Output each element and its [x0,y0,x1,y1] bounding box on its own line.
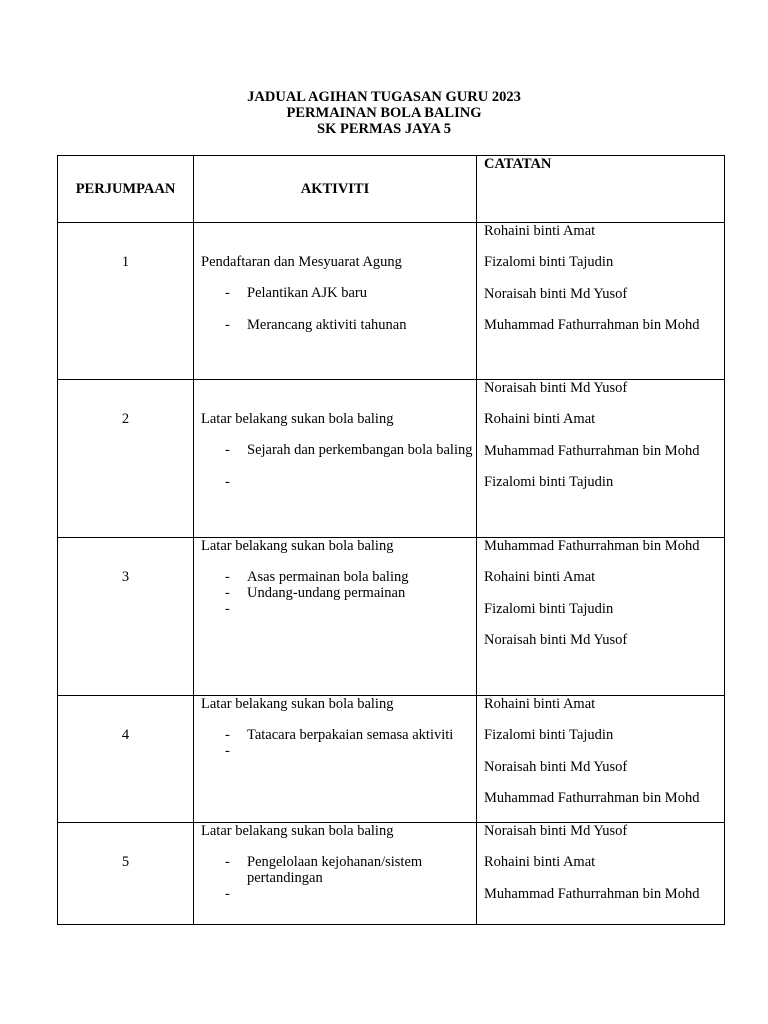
activity-item: - Sejarah dan perkembangan bola baling [201,442,476,458]
table-row [58,696,725,823]
activity-title: Latar belakang sukan bola baling [201,538,394,554]
activity-item: - Pelantikan AJK baru [201,285,476,301]
header-perjumpaan: PERJUMPAAN [58,156,194,223]
activity-title: Latar belakang sukan bola baling [201,411,394,427]
teacher-name: Rohaini binti Amat [484,411,596,428]
teacher-name: Rohaini binti Amat [484,223,596,239]
activity-cell [194,223,477,380]
meeting-number-cell [58,223,194,380]
activity-item: - Undang-undang permainan [201,585,476,601]
teacher-name: Muhammad Fathurrahman bin Mohd [484,442,700,459]
activity-item: - Pengelolaan kejohanan/sistem pertandingan [201,854,476,886]
table-row [58,538,725,696]
teacher-name: Muhammad Fathurrahman bin Mohd [484,538,700,554]
notes-cell [477,538,725,696]
activity-cell [194,823,477,925]
teacher-name: Noraisah binti Md Yusof [484,632,628,649]
meeting-number-cell [58,538,194,696]
activity-item: - Tatacara berpakaian semasa aktiviti [201,727,476,743]
teacher-name: Muhammad Fathurrahman bin Mohd [484,317,700,334]
header-aktiviti: AKTIVITI [194,156,477,223]
activity-title: Pendaftaran dan Mesyuarat Agung [201,254,402,270]
activity-item: - Asas permainan bola baling [201,569,476,585]
document-subtitle: PERMAINAN BOLA BALING [286,105,482,121]
activity-cell [194,538,477,696]
teacher-name: Fizalomi binti Tajudin [484,600,614,617]
activity-item [201,886,476,902]
teacher-name: Noraisah binti Md Yusof [484,380,628,396]
meeting-number: 1 [121,254,130,270]
teacher-name: Fizalomi binti Tajudin [484,254,614,271]
notes-cell [477,223,725,380]
teacher-name: Muhammad Fathurrahman bin Mohd [484,790,700,807]
teacher-name: Rohaini binti Amat [484,696,596,712]
table-row [58,823,725,925]
teacher-name: Noraisah binti Md Yusof [484,823,628,839]
notes-cell [477,696,725,823]
teacher-name: Fizalomi binti Tajudin [484,474,614,491]
activity-item [201,601,476,617]
header-catatan [477,156,725,223]
activity-title: Latar belakang sukan bola baling [201,696,394,712]
notes-cell [477,380,725,538]
meeting-number: 5 [121,854,130,870]
document-title: JADUAL AGIHAN TUGASAN GURU 2023 [247,89,521,105]
meeting-number-cell [58,823,194,925]
activity-item [201,474,476,490]
meeting-number: 4 [121,727,130,743]
table-row [58,380,725,538]
meeting-number-cell [58,696,194,823]
activity-item: - Merancang aktiviti tahunan [201,317,476,333]
teacher-name: Noraisah binti Md Yusof [484,285,628,302]
notes-cell [477,823,725,925]
meeting-number: 3 [121,569,130,585]
school-name: SK PERMAS JAYA 5 [317,121,451,137]
teacher-name: Noraisah binti Md Yusof [484,758,628,775]
teacher-name: Muhammad Fathurrahman bin Mohd [484,885,700,902]
meeting-number-cell [58,380,194,538]
teacher-name: Fizalomi binti Tajudin [484,727,614,744]
table-row [58,223,725,380]
meeting-number: 2 [121,411,130,427]
activity-item [201,743,476,759]
teacher-name: Rohaini binti Amat [484,854,596,871]
schedule-table [57,155,725,925]
teacher-name: Rohaini binti Amat [484,569,596,586]
header-catatan-label: CATATAN [484,156,552,172]
activity-cell [194,696,477,823]
activity-title: Latar belakang sukan bola baling [201,823,394,839]
activity-cell [194,380,477,538]
header-row [58,156,725,223]
